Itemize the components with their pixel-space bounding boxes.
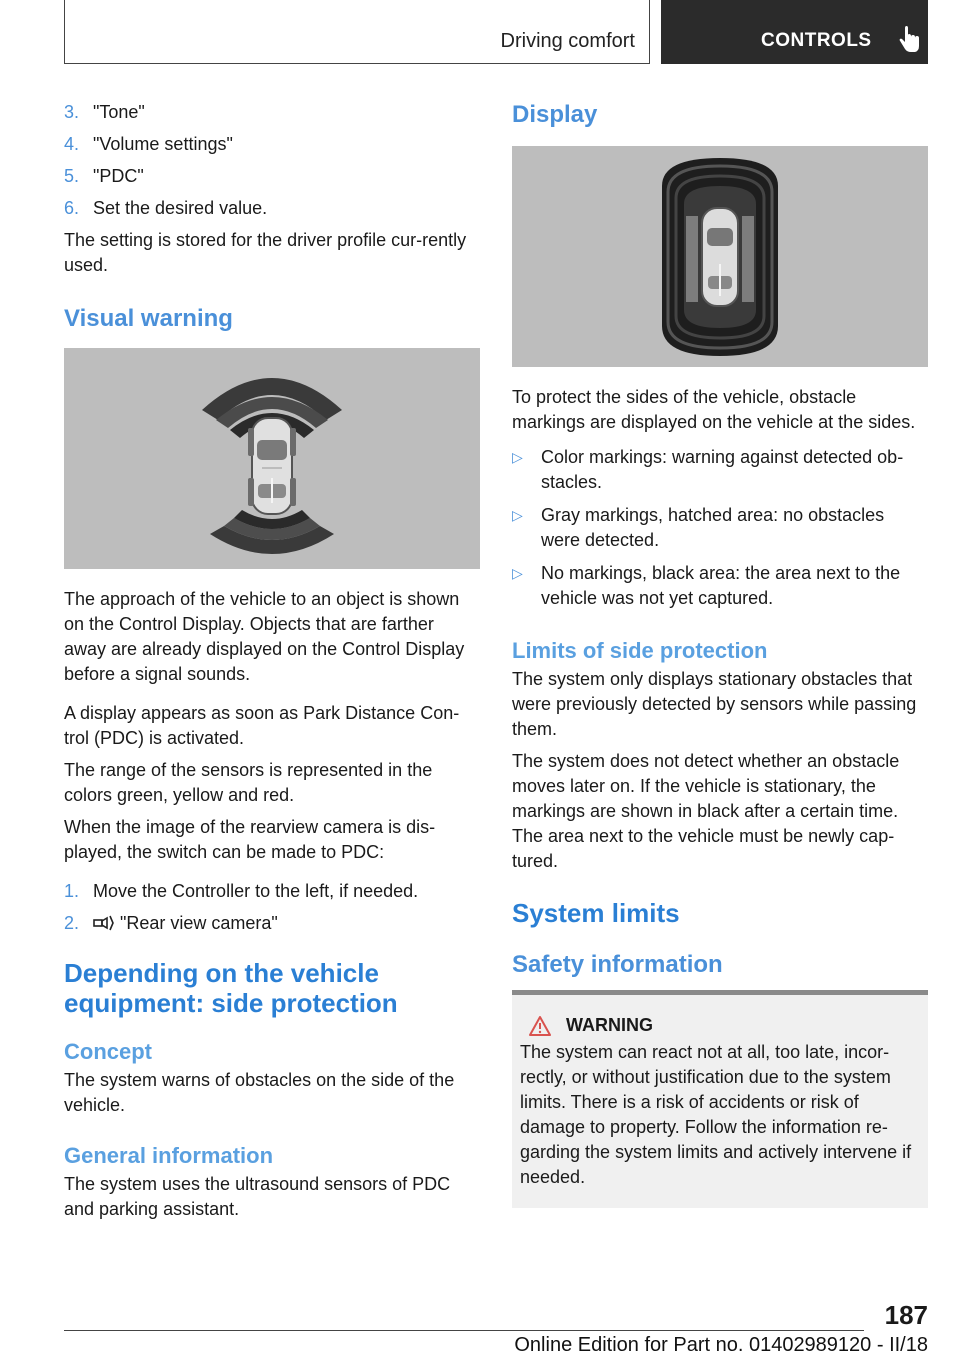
list-item: 6. Set the desired value. [64,198,268,218]
general-information-text: The system uses the ultrasound sensors of PDC and parking assistant. [64,1174,451,1219]
list-item: 3. "Tone" [64,102,145,122]
side-protection-heading: Depending on the vehicle equipment: side protection [64,958,398,1018]
list-item: 4. "Volume settings" [64,134,233,154]
pointing-hand-icon [897,26,921,54]
list-item: ▷ No markings, black area: the area next to the vehicle was not yet captured. [512,563,901,608]
safety-information-heading: Safety information [512,951,723,978]
list-item: 1. Move the Controller to the left, if needed. [64,881,419,901]
triangle-right-icon: ▷ [512,507,523,523]
list-item: 5. "PDC" [64,166,144,186]
edition-text: Online Edition for Part no. 01402989120 - II/18 [514,1334,928,1356]
limits-text-1: The system only displays stationary obstacles that were previously detected by sensors while passing them. [512,669,917,739]
left-column [64,100,480,1229]
display-heading: Display [512,101,598,128]
limits-text-2: The system does not detect whether an obstacle moves later on. If the vehicle is stationary, the markings are shown in black after a certain time. The area next to the vehicle must be newly cap‐tured. [512,751,900,871]
list-item: ▷ Gray markings, hatched area: no obstacles were detected. [512,505,885,550]
header-chapter-title: CONTROLS [761,30,872,51]
concept-text: The system warns of obstacles on the side of the vehicle. [64,1070,455,1115]
system-limits-heading: System limits [512,898,680,928]
visual-warning-heading: Visual warning [64,305,233,332]
warning-header [520,1013,920,1038]
steps-list-bottom [64,879,480,936]
paragraph: When the image of the rearview camera is dis‐played, the switch can be made to PDC: [64,817,436,862]
list-item: 2. "Rear view camera" [64,913,278,933]
display-text: To protect the sides of the vehicle, obstacle markings are displayed on the vehicle at the sides. [512,387,916,432]
right-column [512,100,928,1208]
limits-heading: Limits of side protection [512,638,768,663]
paragraph: The range of the sensors is represented in the colors green, yellow and red. [64,760,433,805]
page-number: 187 [884,1300,928,1330]
triangle-right-icon: ▷ [512,565,523,581]
header-section-title: Driving comfort [500,30,635,52]
paragraph: The approach of the vehicle to an object is shown on the Control Display. Objects that are farther away are already displayed on the Control Display before a signal sounds. [64,589,465,684]
warning-triangle-icon [528,1015,552,1037]
general-information-heading: General information [64,1143,274,1168]
side-protection-display-image [512,146,928,367]
header-chapter-box [661,0,928,64]
concept-heading: Concept [64,1039,152,1064]
triangle-right-icon: ▷ [512,449,523,465]
steps-list-top [64,100,480,221]
header-section-box [64,0,650,64]
warning-box [512,990,928,1208]
stored-text: The setting is stored for the driver profile cur‐rently used. [64,230,467,275]
footer-divider [64,1330,864,1331]
page-header [64,0,928,64]
rear-camera-icon [93,914,115,932]
paragraph: A display appears as soon as Park Distance Con‐trol (PDC) is activated. [64,703,460,748]
list-item: ▷ Color markings: warning against detected ob‐stacles. [512,447,904,492]
warning-text: The system can react not at all, too late, incor‐rectly, or without justification due to the system limits. There is a risk of accidents or risk of damage to property. Follow the information re‐garding the system limits and actively intervene if needed. [520,1042,912,1187]
marking-bullets [512,445,928,611]
pdc-visual-warning-image [64,348,480,569]
warning-label: WARNING [566,1015,653,1035]
